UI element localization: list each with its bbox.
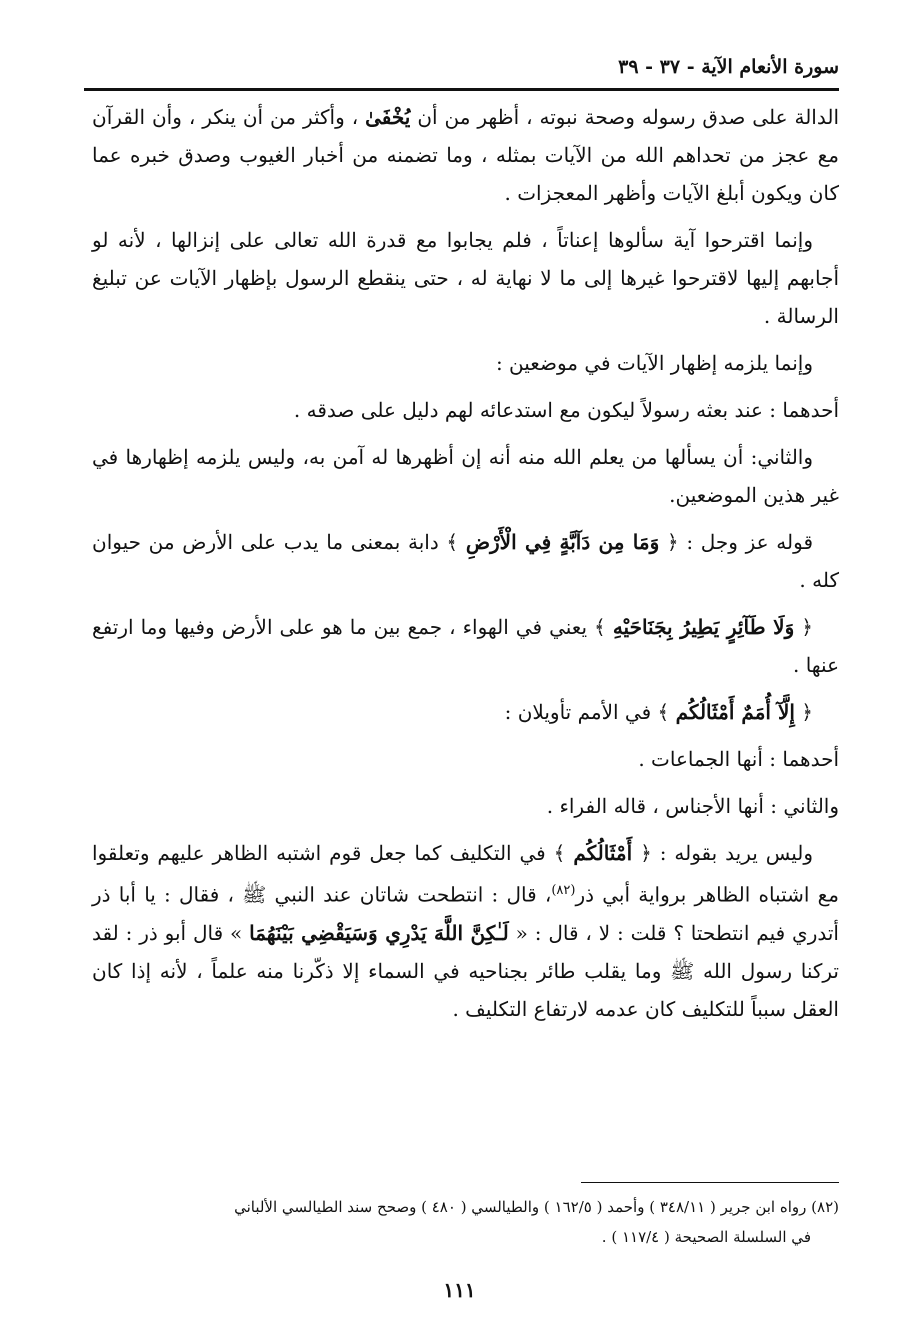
page-number: ١١١ bbox=[443, 1278, 476, 1302]
header-rule bbox=[84, 88, 839, 91]
page-header bbox=[84, 50, 839, 86]
paragraph-text: ﴿ bbox=[794, 700, 813, 724]
body-paragraph bbox=[92, 834, 839, 1028]
footnote bbox=[84, 1192, 839, 1252]
paragraph-text: وإنما يلزمه إظهار الآيات في موضعين : bbox=[495, 351, 813, 375]
paragraph-text: قوله عز وجل : ﴿ bbox=[659, 530, 814, 554]
body-paragraph bbox=[92, 608, 839, 684]
quran-verse: وَمَا مِن دَآبَّةٍ فِي الْأَرْضِ bbox=[465, 530, 660, 554]
body-paragraph bbox=[92, 438, 839, 514]
paragraph-text: ﴾ في الأمم تأويلان : bbox=[504, 700, 676, 724]
quran-verse: يُخْفَىٰ bbox=[365, 105, 411, 129]
footnote-divider bbox=[581, 1182, 839, 1183]
running-head-title: سورة الأنعام الآية - ٣٧ - ٣٩ bbox=[618, 56, 839, 78]
paragraph-text: وليس يريد بقوله : ﴿ bbox=[632, 841, 814, 865]
paragraph-text: أحدهما : أنها الجماعات . bbox=[638, 747, 839, 771]
paragraph-text: أحدهما : عند بعثه رسولاً ليكون مع استدعائه لهم دليل على صدقه . bbox=[293, 398, 839, 422]
body-paragraph bbox=[92, 391, 839, 429]
paragraph-text: » قال أبو ذر : لقد تركنا رسول الله ﷺ وما يقلب طائر بجناحيه في السماء إلا ذكّرنا منه علماً ، لأنه إذا كان العقل سبباً للتكليف كان عدمه لارتفاع التكليف . bbox=[92, 920, 839, 1021]
paragraph-text: الدالة على صدق رسوله وصحة نبوته ، أظهر من أن bbox=[410, 105, 840, 129]
body-text bbox=[92, 98, 839, 1037]
paragraph-text: والثاني : أنها الأجناس ، قاله الفراء . bbox=[546, 794, 839, 818]
body-paragraph bbox=[92, 693, 839, 731]
paragraph-text: ﴾ يعني في الهواء ، جمع بين ما هو على الأرض وفيها وما ارتفع عنها . bbox=[92, 615, 839, 677]
quran-verse: أَمْثَالُكُم bbox=[573, 841, 633, 865]
body-paragraph bbox=[92, 523, 839, 599]
footnote-line: في السلسلة الصحيحة ( ١١٧/٤ ) . bbox=[601, 1228, 811, 1246]
paragraph-text: ، وأكثر من أن ينكر ، وأن القرآن مع عجز من تحداهم الله من الآيات بمثله ، وما تضمنه من أخبار الغيوب وصدق خبره عما كان ويكون أبلغ الآيات وأظهر المعجزات . bbox=[92, 105, 839, 205]
paragraph-text: ﴿ bbox=[794, 615, 813, 639]
paragraph-text: وإنما اقترحوا آية سألوها إعناتاً ، فلم يجابوا مع قدرة الله تعالى على إنزالها ، لأنه لو أجابهم إليها لاقترحوا غيرها إلى ما لا نهاية له ، حتى ينقطع الرسول بإظهار الآيات عن تبليغ الرسالة . bbox=[92, 228, 839, 328]
paragraph-text: ﴾ في التكليف كما جعل قوم اشتبه الظاهر عليهم وتعلقوا مع اشتباه الظاهر برواية أبي ذر bbox=[92, 841, 840, 907]
body-paragraph bbox=[92, 787, 839, 825]
quran-verse: لَـٰكِنَّ اللَّهَ يَدْرِي وَسَيَقْضِي بَيْنَهُمَا bbox=[249, 920, 509, 945]
footnote-line: (٨٢) رواه ابن جرير ( ٣٤٨/١١ ) وأحمد ( ١٦٢/٥ ) والطيالسي ( ٤٨٠ ) وصحح سند الطيالسي الألباني bbox=[234, 1198, 839, 1216]
paragraph-text: ﴾ دابة بمعنى ما يدب على الأرض من حيوان كله . bbox=[92, 530, 839, 592]
footnote-reference: (٨٢) bbox=[551, 883, 576, 898]
quran-verse: وَلَا طَآئِرٍ يَطِيرُ بِجَنَاحَيْهِ bbox=[612, 615, 795, 639]
body-paragraph bbox=[92, 98, 839, 212]
paragraph-text: والثاني: أن يسألها من يعلم الله منه أنه إن أظهرها له آمن به، وليس يلزمه إظهارها في غير هذين الموضعين. bbox=[92, 445, 839, 507]
quran-verse: إِلَّآ أُمَمٌ أَمْثَالُكُم bbox=[675, 700, 795, 724]
body-paragraph bbox=[92, 740, 839, 778]
body-paragraph bbox=[92, 344, 839, 382]
body-paragraph bbox=[92, 221, 839, 335]
paragraph-text: ، قال : انتطحت شاتان عند النبي ﷺ ، فقال : يا أبا ذر أتدري فيم انتطحتا ؟ قلت : لا ، قال : « bbox=[92, 882, 839, 945]
